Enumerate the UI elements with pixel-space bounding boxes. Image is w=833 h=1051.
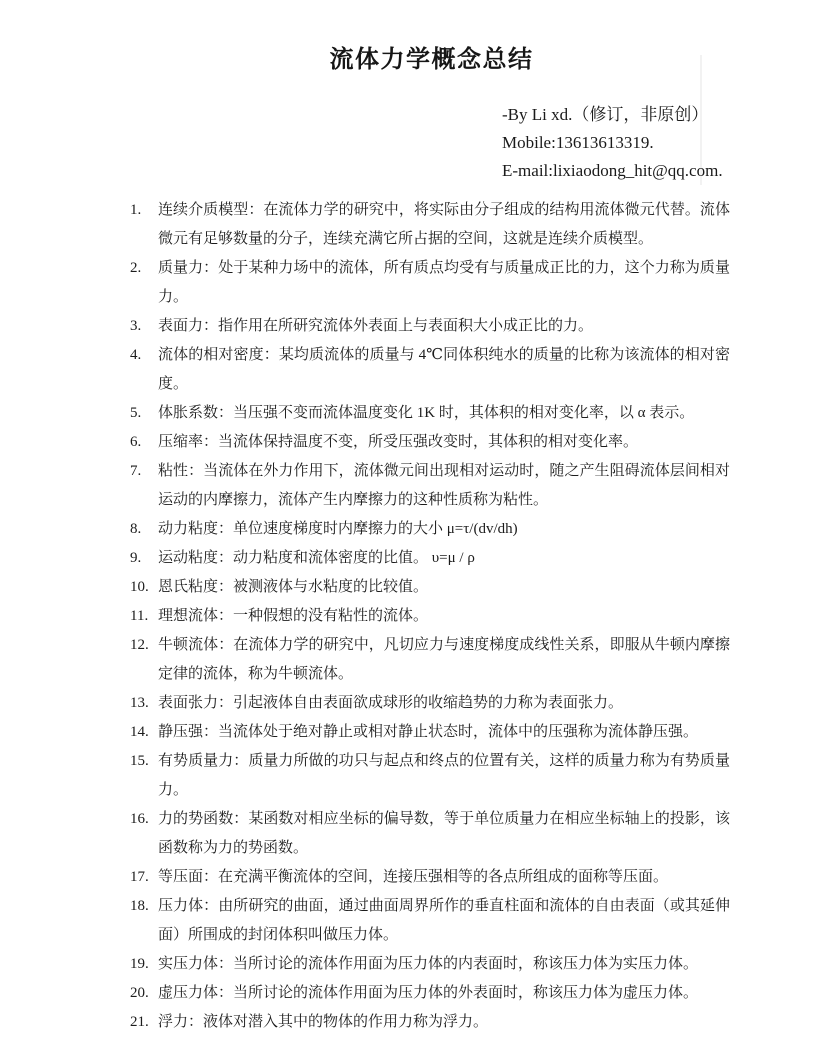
list-item [130,254,730,312]
item-text: 力的势函数：某函数对相应坐标的偏导数，等于单位质量力在相应坐标轴上的投影，该函数称为力的势函数。 [158,811,730,856]
item-text: 运动粘度：动力粘度和流体密度的比值。 υ=μ / ρ [158,550,475,566]
item-number: 9. [130,550,142,566]
definition-list [130,196,730,1037]
list-item [130,863,730,892]
author-email: E-mail:lixiaodong_hit@qq.com. [502,161,723,180]
list-item [130,979,730,1008]
item-text: 压缩率：当流体保持温度不变，所受压强改变时，其体积的相对变化率。 [158,434,639,450]
list-item [130,1008,730,1037]
item-number: 4. [130,347,142,363]
item-number: 15. [130,753,149,769]
list-item [130,341,730,399]
item-text: 有势质量力：质量力所做的功只与起点和终点的位置有关，这样的质量力称为有势质量力。 [158,753,730,798]
item-number: 2. [130,260,142,276]
list-item [130,689,730,718]
list-item [130,544,730,573]
item-number: 14. [130,724,149,740]
item-text: 流体的相对密度：某均质流体的质量与 4℃同体积纯水的质量的比称为该流体的相对密度。 [158,347,730,392]
item-number: 11. [130,608,149,624]
author-block [502,101,723,185]
list-item [130,602,730,631]
item-text: 静压强：当流体处于绝对静止或相对静止状态时，流体中的压强称为流体静压强。 [158,724,699,740]
list-item [130,457,730,515]
item-number: 1. [130,202,142,218]
item-text: 压力体：由所研究的曲面，通过曲面周界所作的垂直柱面和流体的自由表面（或其延伸面）所围成的封闭体积叫做压力体。 [158,898,730,943]
list-item [130,573,730,602]
item-number: 3. [130,318,142,334]
item-text: 等压面：在充满平衡流体的空间，连接压强相等的各点所组成的面称等压面。 [158,869,669,885]
list-item [130,312,730,341]
list-item [130,399,730,428]
list-item [130,428,730,457]
item-number: 21. [130,1014,149,1030]
list-item [130,718,730,747]
list-item [130,631,730,689]
item-number: 8. [130,521,142,537]
list-item [130,805,730,863]
item-number: 7. [130,463,142,479]
item-number: 13. [130,695,149,711]
item-number: 18. [130,898,149,914]
list-item [130,515,730,544]
item-number: 10. [130,579,149,595]
item-text: 恩氏粘度：被测液体与水粘度的比较值。 [158,579,429,595]
item-number: 6. [130,434,142,450]
document-title: 流体力学概念总结 [329,46,534,73]
item-text: 浮力：液体对潜入其中的物体的作用力称为浮力。 [158,1014,489,1030]
author-byline: -By Li xd.（修订，非原创） [502,105,709,124]
item-text: 理想流体：一种假想的没有粘性的流体。 [158,608,429,624]
item-number: 20. [130,985,149,1001]
item-number: 12. [130,637,149,653]
item-text: 质量力：处于某种力场中的流体，所有质点均受有与质量成正比的力，这个力称为质量力。 [158,260,730,305]
item-number: 19. [130,956,149,972]
item-text: 动力粘度：单位速度梯度时内摩擦力的大小 μ=τ/(dv/dh) [158,521,518,537]
list-item [130,950,730,979]
item-text: 表面力：指作用在所研究流体外表面上与表面积大小成正比的力。 [158,318,594,334]
item-number: 17. [130,869,149,885]
item-text: 虚压力体：当所讨论的流体作用面为压力体的外表面时，称该压力体为虚压力体。 [158,985,699,1001]
item-text: 实压力体：当所讨论的流体作用面为压力体的内表面时，称该压力体为实压力体。 [158,956,699,972]
list-item [130,892,730,950]
item-text: 粘性：当流体在外力作用下，流体微元间出现相对运动时，随之产生阻碍流体层间相对运动的内摩擦力，流体产生内摩擦力的这种性质称为粘性。 [158,463,730,508]
item-text: 表面张力：引起液体自由表面欲成球形的收缩趋势的力称为表面张力。 [158,695,624,711]
item-text: 牛顿流体：在流体力学的研究中，凡切应力与速度梯度成线性关系，即服从牛顿内摩擦定律的流体，称为牛顿流体。 [158,637,730,682]
list-item [130,196,730,254]
list-item [130,747,730,805]
item-number: 5. [130,405,142,421]
item-text: 体胀系数：当压强不变而流体温度变化 1K 时，其体积的相对变化率，以 α 表示。 [158,405,695,421]
author-mobile: Mobile:13613613319. [502,133,654,152]
item-number: 16. [130,811,149,827]
item-text: 连续介质模型：在流体力学的研究中，将实际由分子组成的结构用流体微元代替。流体微元有足够数量的分子，连续充满它所占据的空间，这就是连续介质模型。 [158,202,730,247]
